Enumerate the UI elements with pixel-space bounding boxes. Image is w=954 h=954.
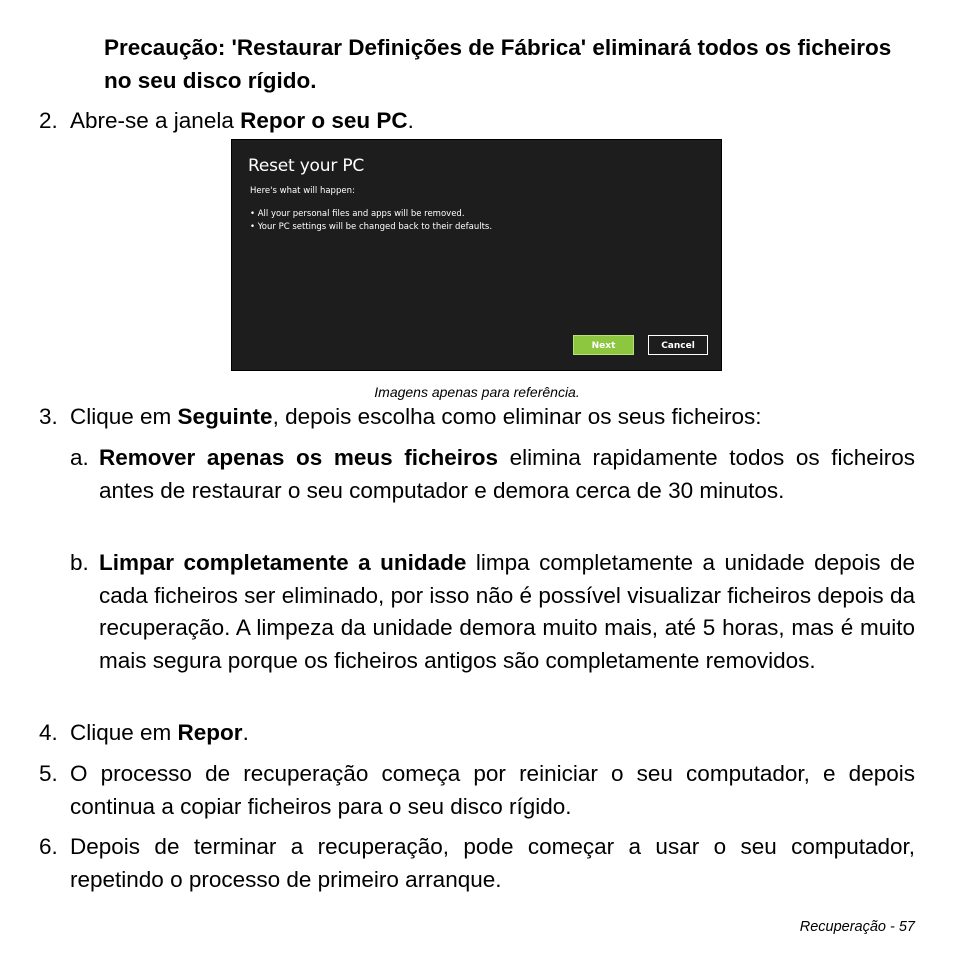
- step-3b-option-name: Limpar completamente a unidade: [99, 550, 467, 575]
- step-5-text: O processo de recuperação começa por reiniciar o seu computador, e depois continua a copiar ficheiros para o seu disco rígido.: [70, 761, 915, 819]
- step-3-number: 3.: [39, 404, 58, 429]
- caution-note: Precaução: 'Restaurar Definições de Fábrica' eliminará todos os ficheiros no seu disco rígido.: [104, 35, 892, 93]
- step-3b-description: limpa completamente a unidade depois de cada ficheiros ser eliminado, por isso não é possível visualizar ficheiros depois da recuperação. A limpeza da unidade demora muito mais, até 5 horas, mas é muito mais segura porque os ficheiros antigos são completamente removidos.: [99, 550, 915, 673]
- step-3a-letter: a.: [70, 445, 89, 470]
- step-3-text-after: , depois escolha como eliminar os seus ficheiros:: [272, 404, 762, 429]
- step-3a-text: [99, 442, 915, 507]
- reset-pc-subtitle: Here's what will happen:: [250, 186, 355, 196]
- step-2-text: [70, 105, 414, 138]
- step-2-text-before: Abre-se a janela: [70, 108, 241, 133]
- step-4-button-name: Repor: [177, 720, 243, 745]
- step-2-number: 2.: [39, 108, 58, 133]
- page-number: 57: [898, 919, 915, 935]
- step-3b-text: [99, 547, 915, 677]
- footer-section: Recuperação -: [799, 919, 895, 935]
- reset-pc-bullet-list: [250, 208, 492, 234]
- step-5-number: 5.: [39, 761, 58, 786]
- step-6-text: Depois de terminar a recuperação, pode começar a usar o seu computador, repetindo o processo de primeiro arranque.: [70, 834, 915, 892]
- step-3b-letter: b.: [70, 550, 89, 575]
- step-4-text: [70, 717, 249, 750]
- step-3a-option-name: Remover apenas os meus ficheiros: [99, 445, 499, 470]
- step-4-number: 4.: [39, 720, 58, 745]
- page-footer: [800, 918, 915, 936]
- step-2-window-name: Repor o seu PC: [240, 108, 408, 133]
- step-6-number: 6.: [39, 834, 58, 859]
- step-4-text-before: Clique em: [70, 720, 178, 745]
- step-3-text: [70, 401, 762, 434]
- image-caption: Imagens apenas para referência.: [374, 384, 580, 400]
- cancel-button[interactable]: Cancel: [648, 335, 708, 355]
- step-4-text-after: .: [242, 720, 249, 745]
- reset-pc-bullet: • Your PC settings will be changed back to their defaults.: [250, 222, 493, 232]
- step-2-text-after: .: [407, 108, 414, 133]
- reset-pc-title: Reset your PC: [248, 156, 365, 176]
- step-3-text-before: Clique em: [70, 404, 178, 429]
- step-3a-description: elimina rapidamente todos os ficheiros antes de restaurar o seu computador e demora cerca de 30 minutos.: [99, 445, 916, 503]
- reset-pc-screenshot: [231, 139, 722, 371]
- next-button[interactable]: Next: [573, 335, 634, 355]
- reset-pc-bullet: • All your personal files and apps will be removed.: [250, 209, 465, 219]
- step-3-button-name: Seguinte: [177, 404, 273, 429]
